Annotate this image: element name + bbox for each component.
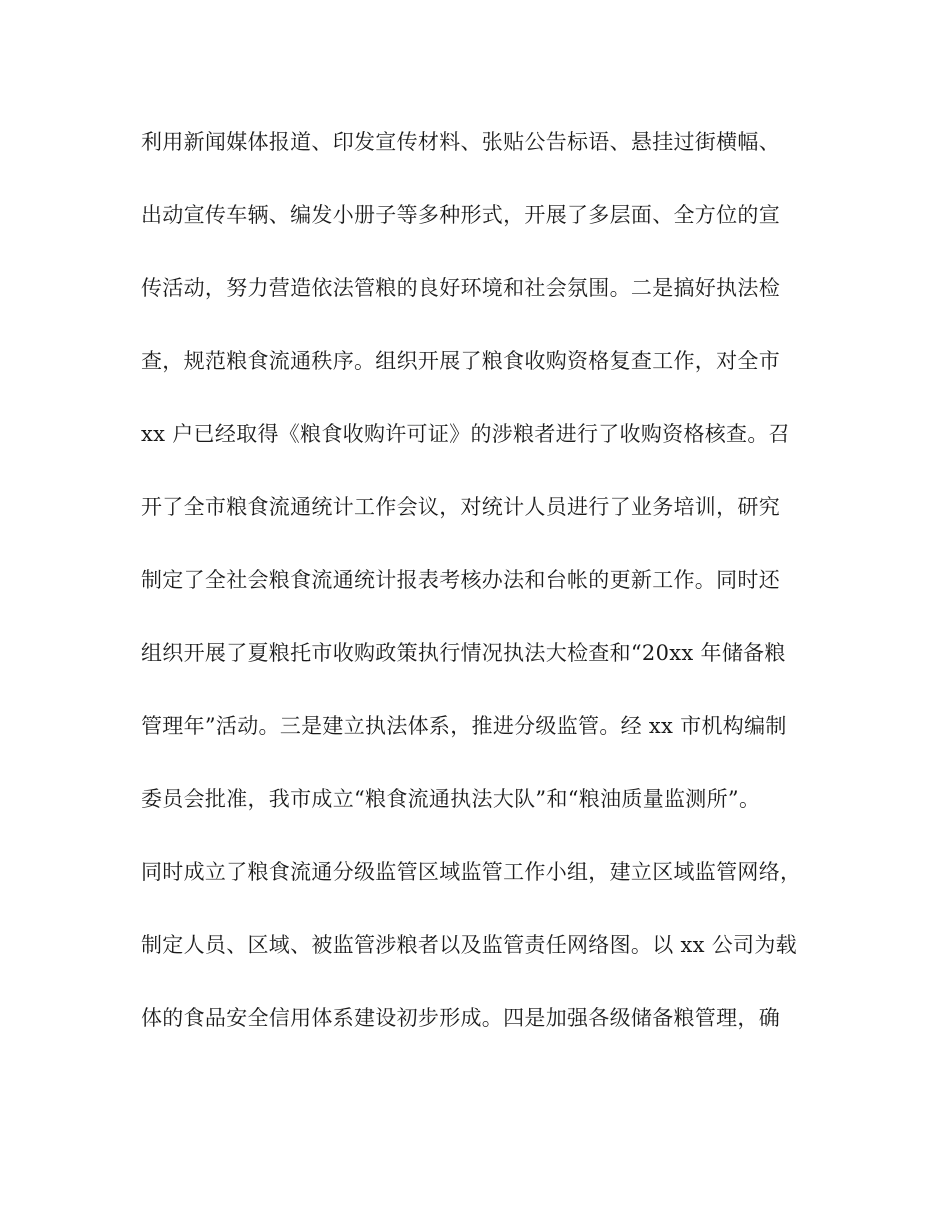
text-line: 委员会批准，我市成立“粮食流通执法大队”和“粮油质量监测所”。 (141, 787, 761, 811)
text-line: 查，规范粮食流通秩序。组织开展了粮食收购资格复查工作，对全市 (141, 349, 780, 373)
text-line: 组织开展了夏粮托市收购政策执行情况执法大检查和“20xx 年储备粮 (141, 641, 786, 665)
text-line: 制定人员、区域、被监管涉粮者以及监管责任网络图。以 xx 公司为载 (141, 933, 797, 957)
text-line: 开了全市粮食流通统计工作会议，对统计人员进行了业务培训，研究 (141, 495, 780, 519)
text-line: 制定了全社会粮食流通统计报表考核办法和台帐的更新工作。同时还 (141, 568, 780, 592)
text-line: 传活动，努力营造依法管粮的良好环境和社会氛围。二是搞好执法检 (141, 276, 780, 300)
text-line: 体的食品安全信用体系建设初步形成。四是加强各级储备粮管理，确 (141, 1006, 780, 1030)
body-paragraph (141, 122, 811, 1071)
text-line: xx 户已经取得《粮食收购许可证》的涉粮者进行了收购资格核查。召 (141, 422, 790, 446)
text-line: 管理年”活动。三是建立执法体系，推进分级监管。经 xx 市机构编制 (141, 714, 787, 738)
text-line: 同时成立了粮食流通分级监管区域监管工作小组，建立区域监管网络， (141, 860, 802, 884)
text-line: 利用新闻媒体报道、印发宣传材料、张贴公告标语、悬挂过街横幅、 (141, 130, 780, 154)
text-line: 出动宣传车辆、编发小册子等多种形式，开展了多层面、全方位的宣 (141, 203, 780, 227)
